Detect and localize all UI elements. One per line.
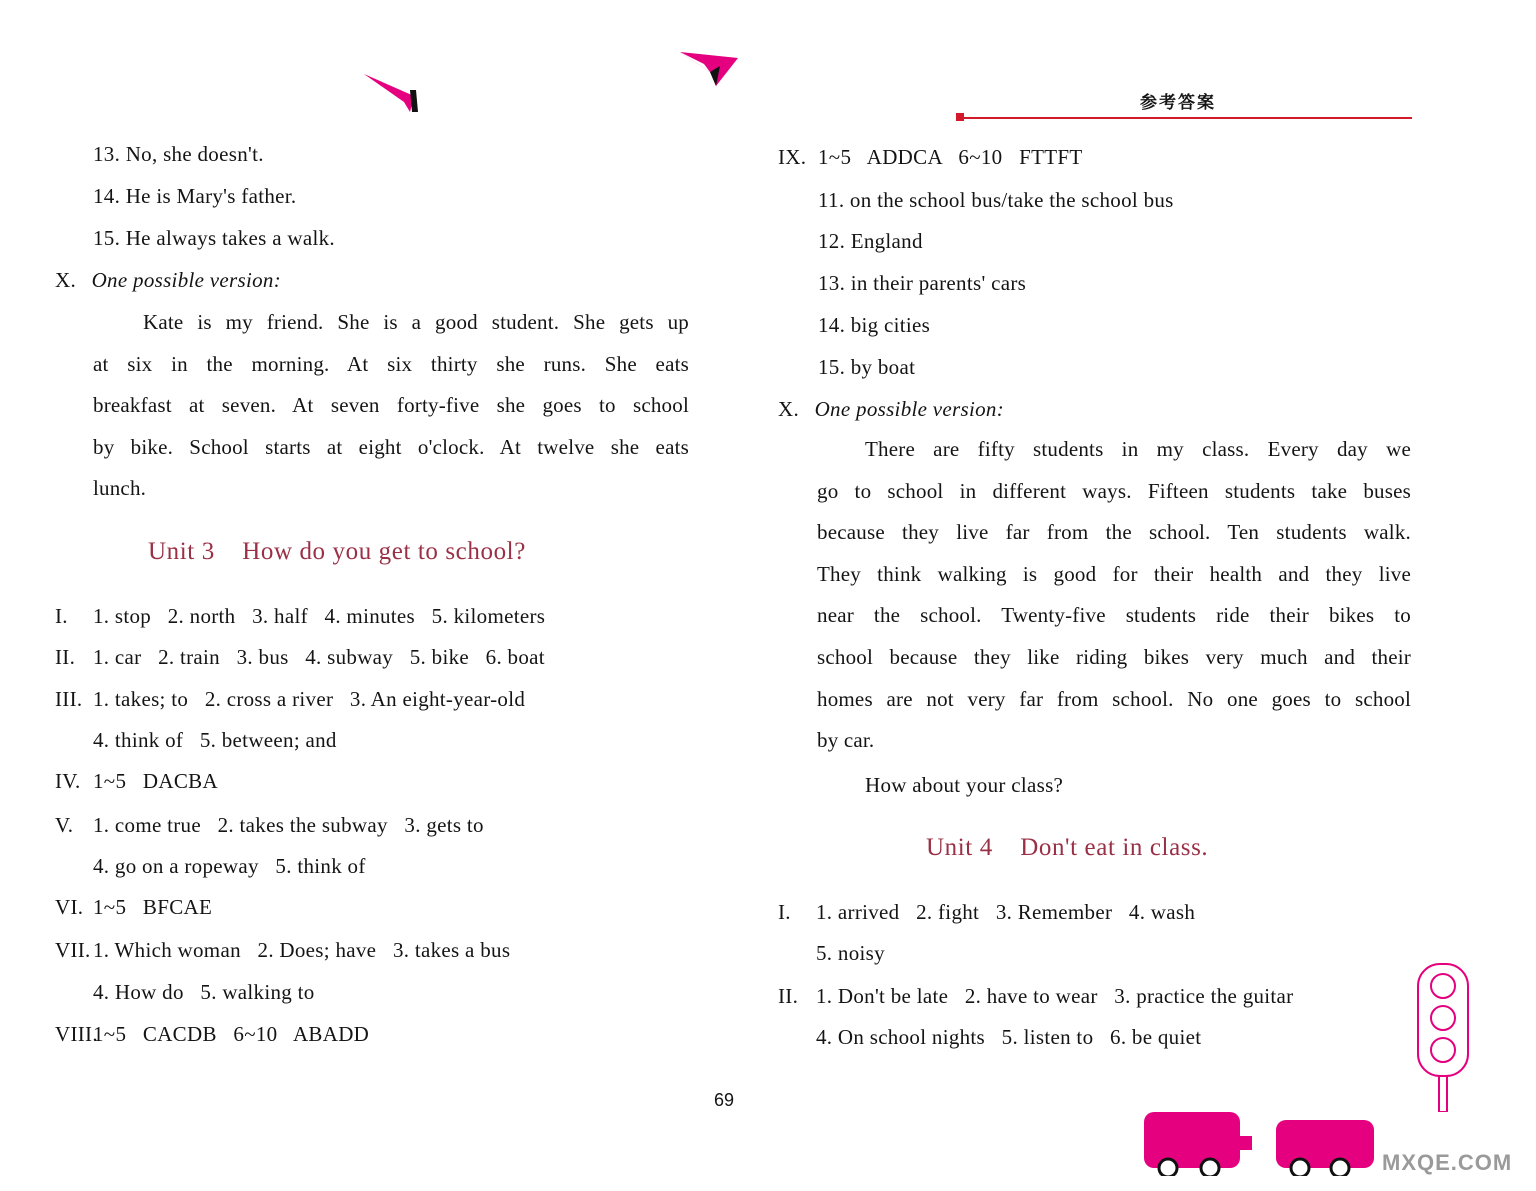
section-i-answers: 1. arrived 2. fight 3. Remember 4. wash (816, 900, 1196, 924)
section-marker: II. (55, 645, 76, 669)
section-viii-row (55, 1020, 369, 1048)
essay-line: at six in the morning. At six thirty she runs. She eats (93, 351, 689, 376)
section-vi-row (55, 893, 212, 921)
essay-line: go to school in different ways. Fifteen students take buses (817, 478, 1411, 503)
section-ii-answers-cont: 4. On school nights 5. listen to 6. be quiet (816, 1025, 1202, 1049)
essay-line: There are fifty students in my class. Every day we (865, 437, 1411, 461)
section-iv-answers: 1~5 DACBA (93, 769, 218, 793)
watermark: MXQE.COM (1382, 1150, 1513, 1175)
bus-icon (1140, 1106, 1376, 1176)
section-iii-answers: 1. takes; to 2. cross a river 3. An eight-year-old (93, 687, 526, 711)
essay-paragraph-right (817, 429, 1411, 762)
section-v-row (55, 811, 484, 839)
answer-12: 12. England (818, 229, 923, 253)
section-marker: V. (55, 813, 74, 837)
essay-line: Kate is my friend. She is a good student. She gets up (143, 310, 689, 334)
section-marker: VII. (55, 938, 91, 962)
section-ix-answers: 1~5 ADDCA 6~10 FTTFT (818, 145, 1083, 169)
answer-15: 15. He always takes a walk. (93, 226, 335, 250)
section-vi-answers: 1~5 BFCAE (93, 895, 213, 919)
section-marker: III. (55, 687, 83, 711)
section-v-answers-cont: 4. go on a ropeway 5. think of (93, 854, 366, 878)
traffic-light-icon (1414, 962, 1472, 1112)
version-label: One possible version: (814, 397, 1005, 421)
answer-13: 13. in their parents' cars (818, 271, 1027, 295)
section-marker: VIII. (55, 1022, 98, 1046)
essay-line: by car. (817, 728, 875, 753)
essay-line: lunch. (93, 476, 147, 501)
essay-line: because they live far from the school. Ten students walk. (817, 520, 1411, 545)
section-marker: X. (778, 397, 800, 421)
answer-14: 14. big cities (818, 313, 931, 337)
section-ii-answers: 1. Don't be late 2. have to wear 3. practice the guitar (816, 984, 1294, 1008)
section-ii-row (55, 643, 545, 671)
section-i-answers: 1. stop 2. north 3. half 4. minutes 5. kilometers (93, 604, 546, 628)
version-label: One possible version: (91, 268, 282, 292)
section-x-label-row (55, 266, 281, 294)
section-marker: I. (55, 604, 68, 628)
section-iv-row (55, 767, 218, 795)
section-vii-answers: 1. Which woman 2. Does; have 3. takes a bus (93, 938, 511, 962)
essay-closing-line: How about your class? (865, 773, 1064, 797)
section-i-row (778, 898, 1195, 926)
unit-3-heading: Unit 3 How do you get to school? (148, 538, 526, 565)
section-ii-row (778, 982, 1293, 1010)
answer-11: 11. on the school bus/take the school bus (818, 188, 1174, 212)
pencil-mark-icon (364, 72, 420, 116)
section-marker: IV. (55, 769, 81, 793)
section-marker: II. (778, 984, 799, 1008)
essay-paragraph-left (93, 302, 689, 510)
answer-13: 13. No, she doesn't. (93, 142, 264, 166)
essay-line: school because they like riding bikes very much and their (817, 644, 1411, 669)
section-vii-answers-cont: 4. How do 5. walking to (93, 980, 315, 1004)
essay-line: They think walking is good for their health and they live (817, 561, 1411, 586)
section-ii-answers: 1. car 2. train 3. bus 4. subway 5. bike 6. boat (93, 645, 545, 669)
section-vii-row (55, 936, 510, 964)
paper-plane-icon (680, 50, 742, 88)
section-viii-answers: 1~5 CACDB 6~10 ABADD (93, 1022, 370, 1046)
section-x-label-row (778, 395, 1004, 423)
page-number: 69 (714, 1090, 735, 1110)
unit-4-heading: Unit 4 Don't eat in class. (926, 834, 1209, 861)
section-iii-row (55, 685, 525, 713)
essay-line: homes are not very far from school. No one goes to school (817, 686, 1411, 711)
answer-14: 14. He is Mary's father. (93, 184, 297, 208)
header-title: 参考答案 (1140, 93, 1216, 113)
section-marker: I. (778, 900, 791, 924)
section-v-answers: 1. come true 2. takes the subway 3. gets to (93, 813, 484, 837)
section-marker: X. (55, 268, 77, 292)
section-i-row (55, 602, 545, 630)
section-iii-answers-cont: 4. think of 5. between; and (93, 728, 337, 752)
section-ix-row (778, 143, 1082, 171)
section-i-answers-cont: 5. noisy (816, 941, 885, 965)
section-marker: VI. (55, 895, 84, 919)
essay-line: breakfast at seven. At seven forty-five she goes to school (93, 393, 689, 418)
answer-15: 15. by boat (818, 355, 916, 379)
section-marker: IX. (778, 145, 807, 169)
essay-line: by bike. School starts at eight o'clock. At twelve she eats (93, 434, 689, 459)
header-rule (962, 117, 1412, 119)
essay-line: near the school. Twenty-five students ride their bikes to (817, 603, 1411, 628)
